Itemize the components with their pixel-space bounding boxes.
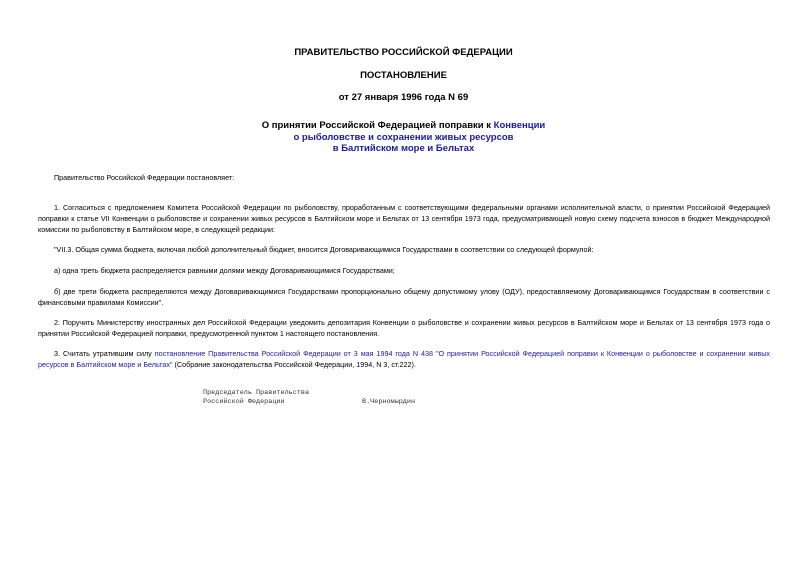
paragraph-b: б) две трети бюджета распределяются между Договаривающимися Государствами пропорционально общему допустимому улову (ОДУ), предоставляемому Договаривающимся Государствам в соответствии с финансовыми правилами Комиссии". xyxy=(38,287,770,307)
title-link-convention[interactable]: Конвенции xyxy=(493,120,546,131)
title-line-1 xyxy=(0,120,807,132)
signature-name: В.Черномырдин xyxy=(362,398,416,406)
intro-paragraph: Правительство Российской Федерации постановляет: xyxy=(54,173,235,182)
signature-title-line-2: Российской Федерации xyxy=(203,398,285,406)
paragraph-a: а) одна треть бюджета распределяется равными долями между Договаривающимися Государствами; xyxy=(54,266,395,275)
title-link-baltic[interactable]: в Балтийском море и Бельтах xyxy=(332,143,475,154)
paragraph-3-start: 3. Считать утратившим силу xyxy=(54,349,155,358)
title-line-3 xyxy=(0,143,807,155)
paragraph-formula: "VII.3. Общая сумма бюджета, включая любой дополнительный бюджет, вносится Договаривающимися Государствами в соответствии со следующей формулой: xyxy=(54,245,594,254)
repealed-decree-link[interactable]: постановление Правительства Российской Федерации от 3 мая 1994 года N 438 "О принятии Российской Федерацией поправки к Конвенции о рыболовстве и сохранении живых ресурсов в Балтийском море и Бельтах" xyxy=(38,349,770,369)
title-line-2 xyxy=(0,132,807,144)
title-link-fishing[interactable]: о рыболовстве и сохранении живых ресурсов xyxy=(293,131,514,143)
paragraph-3 xyxy=(38,349,770,371)
paragraph-1: 1. Согласиться с предложением Комитета Российской Федерации по рыболовству, проработанным с соответствующими федеральными органами исполнительной власти, о принятии Российской Федерацией поправки к статье VII Конвенции о рыболовстве и сохранении живых ресурсов в Балтийском море и Бельтах от 13 сентября 1973 года, предусматривающей новую схему подсчета взносов в бюджет Международной комиссии по рыболовству в Балтийском море, в следующей редакции: xyxy=(38,203,770,234)
paragraph-2: 2. Поручить Министерству иностранных дел Российской Федерации уведомить депозитария Конвенции о рыболовстве и сохранении живых ресурсов в Балтийском море и Бельтах от 13 сентября 1973 года о принятии Российской Федерацией поправки, предусмотренной пунктом 1 настоящего постановления. xyxy=(38,318,770,338)
date-number-heading: от 27 января 1996 года N 69 xyxy=(338,92,469,103)
signature-title-line-1: Председатель Правительства xyxy=(203,389,310,397)
paragraph-3-end: (Собрание законодательства Российской Федерации, 1994, N 3, ст.222). xyxy=(172,359,416,369)
document-type-heading: ПОСТАНОВЛЕНИЕ xyxy=(360,70,447,81)
document-title xyxy=(0,120,807,155)
government-heading: ПРАВИТЕЛЬСТВО РОССИЙСКОЙ ФЕДЕРАЦИИ xyxy=(294,47,513,58)
title-text: О принятии Российской Федерацией поправки к xyxy=(261,120,494,131)
